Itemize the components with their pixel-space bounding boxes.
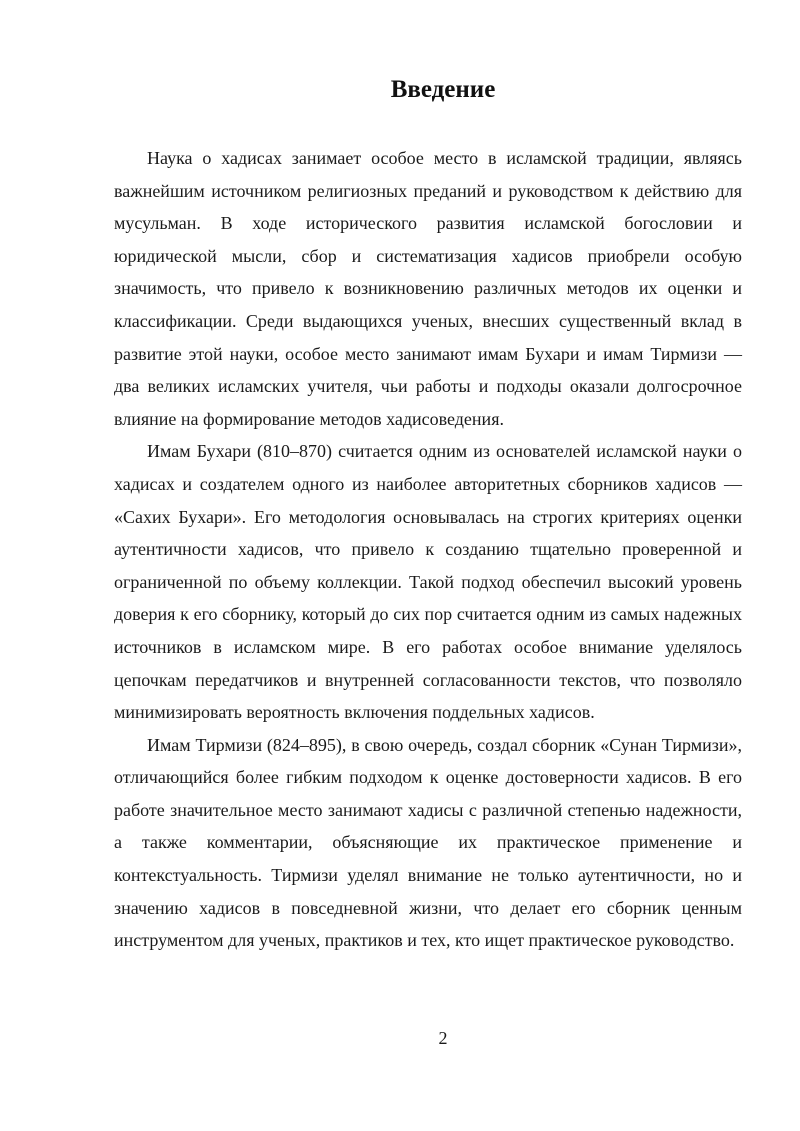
page-number: 2 xyxy=(438,1028,448,1048)
paragraph-2: Имам Бухари (810–870) считается одним из основателей исламской науки о хадисах и создателем одного из наиболее авторитетных сборников хадисов — «Сахих Бухари». Его методология основывалась на строгих критериях оценки аутентичности хадисов, что привело к созданию тщательно проверенной и ограниченной по объему коллекции. Такой подход обеспечил высокий уровень доверия к его сборнику, который до сих пор считается одним из самых надежных источников в исламском мире. В его работах особое внимание уделялось цепочкам передатчиков и внутренней согласованности текстов, что позволяло минимизировать вероятность включения поддельных хадисов. xyxy=(114,441,742,723)
paragraph-3: Имам Тирмизи (824–895), в свою очередь, создал сборник «Сунан Тирмизи», отличающийся более гибким подходом к оценке достоверности хадисов. В его работе значительное место занимают хадисы с различной степенью надежности, а также комментарии, объясняющие их практическое применение и контекстуальность. Тирмизи уделял внимание не только аутентичности, но и значению хадисов в повседневной жизни, что делает его сборник ценным инструментом для ученых, практиков и тех, кто ищет практическое руководство. xyxy=(114,734,742,951)
paragraph-1: Наука о хадисах занимает особое место в исламской традиции, являясь важнейшим источником религиозных преданий и руководством к действию для мусульман. В ходе исторического развития исламской богословии и юридической мысли, сбор и систематизация хадисов приобрели особую значимость, что привело к возникновению различных методов их оценки и классификации. Среди выдающихся ученых, внесших существенный вклад в развитие этой науки, особое место занимают имам Бухари и имам Тирмизи — два великих исламских учителя, чьи работы и подходы оказали долгосрочное влияние на формирование методов хадисоведения. xyxy=(114,148,742,429)
body-text xyxy=(114,142,742,957)
page-title: Введение xyxy=(390,76,496,103)
